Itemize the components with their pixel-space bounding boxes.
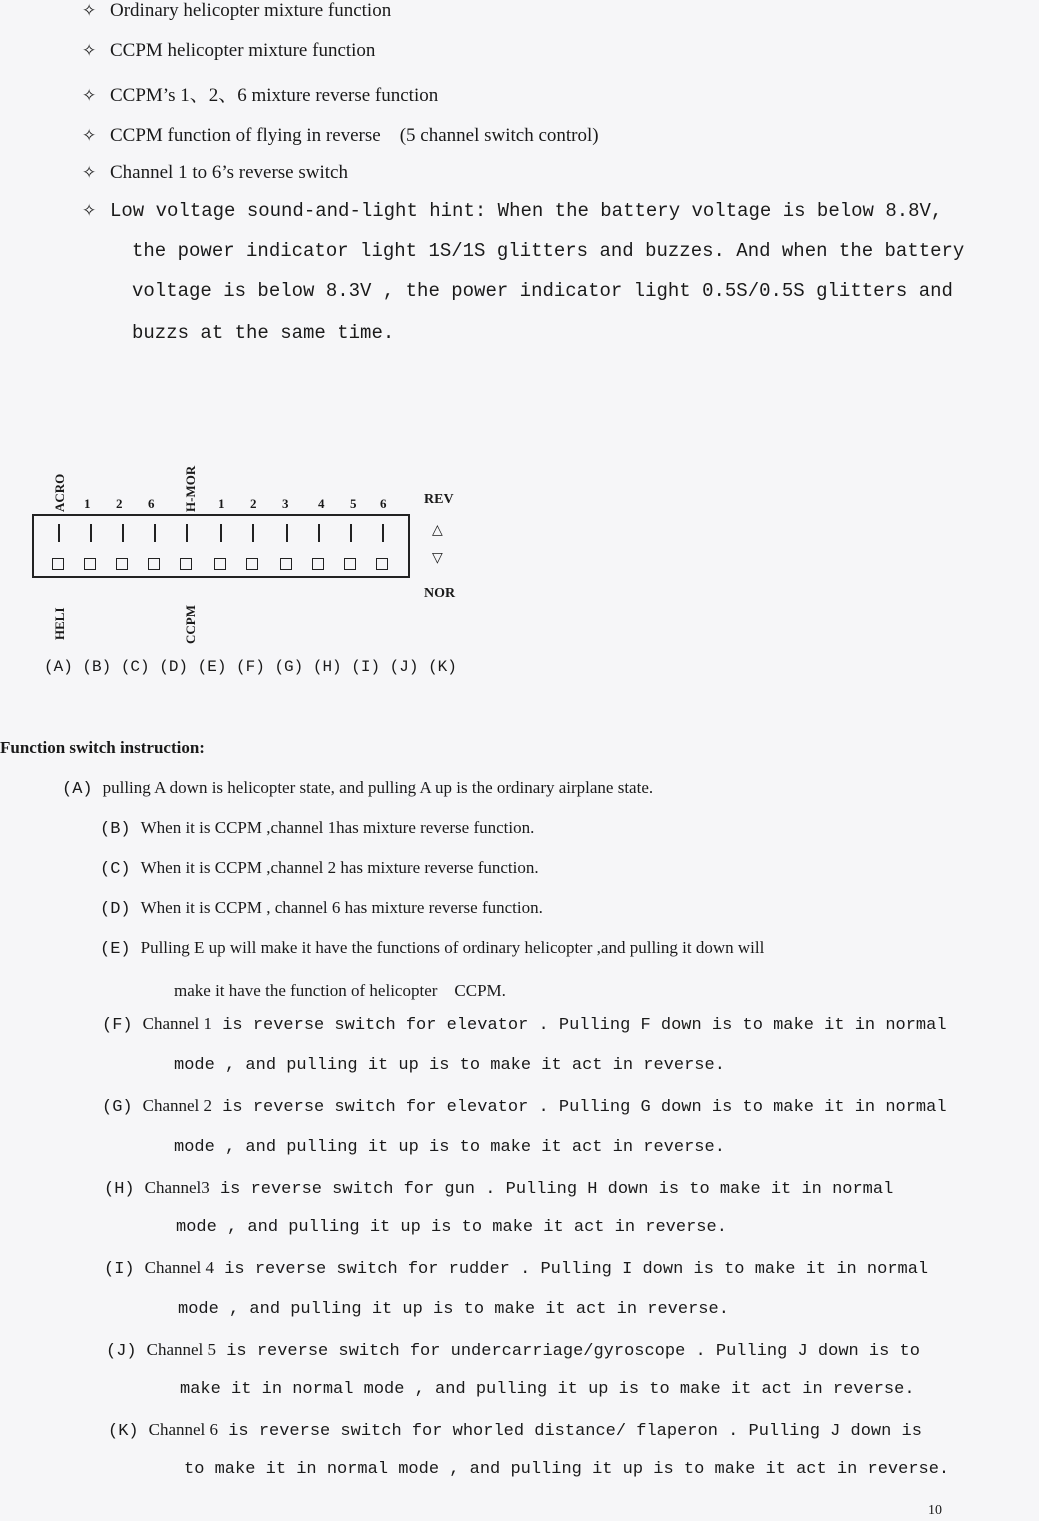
switch-lever[interactable] bbox=[90, 524, 92, 542]
diamond-bullet-icon: ✧ bbox=[82, 41, 97, 61]
item-text: is reverse switch for elevator . Pulling G down is to make it in normal bbox=[212, 1098, 947, 1117]
item-continuation: mode , and pulling it up is to make it act in reverse. bbox=[174, 1056, 725, 1075]
bullet-text: CCPM function of flying in reverse (5 channel switch control) bbox=[110, 125, 599, 146]
item-continuation: mode , and pulling it up is to make it act in reverse. bbox=[178, 1300, 729, 1319]
bullet-text: CCPM helicopter mixture function bbox=[110, 40, 376, 61]
item-lead: Channel3 bbox=[144, 1178, 210, 1197]
item-continuation: mode , and pulling it up is to make it act in reverse. bbox=[176, 1218, 727, 1237]
channel-number: 6 bbox=[380, 496, 387, 511]
item-text: is reverse switch for elevator . Pulling F down is to make it in normal bbox=[212, 1016, 947, 1035]
instruction-item bbox=[104, 1178, 893, 1199]
channel-number: 2 bbox=[116, 496, 123, 511]
item-tag: (I) bbox=[104, 1260, 135, 1279]
item-text: is reverse switch for gun . Pulling H down is to make it in normal bbox=[209, 1180, 894, 1199]
switch-lever[interactable] bbox=[122, 524, 124, 542]
instruction-item bbox=[102, 1096, 947, 1117]
bullet-text: Channel 1 to 6’s reverse switch bbox=[110, 162, 348, 183]
feature-bullet bbox=[82, 120, 599, 147]
switch-slot bbox=[344, 558, 356, 570]
up-arrow-icon: △ bbox=[432, 523, 443, 538]
channel-number: 1 bbox=[218, 496, 225, 511]
switch-slot bbox=[52, 558, 64, 570]
item-text: When it is CCPM ,channel 2 has mixture reverse function. bbox=[140, 858, 539, 877]
feature-bullet bbox=[82, 0, 391, 22]
channel-number: 6 bbox=[148, 496, 155, 511]
down-arrow-icon: ▽ bbox=[432, 551, 443, 566]
diamond-bullet-icon: ✧ bbox=[82, 126, 97, 146]
page-number: 10 bbox=[928, 1503, 942, 1518]
switch-slot bbox=[280, 558, 292, 570]
switch-lever[interactable] bbox=[318, 524, 320, 542]
feature-bullet bbox=[82, 200, 942, 222]
instruction-item bbox=[100, 818, 534, 839]
item-continuation: make it in normal mode , and pulling it up is to make it act in reverse. bbox=[180, 1380, 915, 1399]
switch-lever[interactable] bbox=[220, 524, 222, 542]
heli-label: HELI bbox=[52, 607, 67, 640]
item-tag: (D) bbox=[100, 900, 131, 919]
switch-lever[interactable] bbox=[58, 524, 60, 542]
acro-label: ACRO bbox=[52, 473, 67, 512]
item-continuation: make it have the function of helicopter CCPM. bbox=[174, 981, 506, 1000]
item-tag: (A) bbox=[62, 780, 93, 799]
switch-lever[interactable] bbox=[252, 524, 254, 542]
feature-bullet bbox=[82, 162, 348, 184]
item-lead: Channel 2 bbox=[142, 1096, 213, 1115]
item-continuation: to make it in normal mode , and pulling it up is to make it act in reverse. bbox=[184, 1460, 950, 1479]
item-text: When it is CCPM ,channel 1has mixture reverse function. bbox=[140, 818, 535, 837]
diamond-bullet-icon: ✧ bbox=[82, 86, 97, 106]
switch-letters: (A) (B) (C) (D) (E) (F) (G) (H) (I) (J) (K) bbox=[44, 658, 457, 676]
bullet-continuation: buzzs at the same time. bbox=[132, 322, 395, 344]
item-tag: (G) bbox=[102, 1098, 133, 1117]
instruction-item bbox=[102, 1014, 947, 1035]
switch-slot bbox=[214, 558, 226, 570]
feature-bullet bbox=[82, 80, 438, 107]
instruction-item bbox=[108, 1420, 922, 1441]
ccpm-label: CCPM bbox=[183, 605, 198, 644]
section-heading: Function switch instruction: bbox=[0, 738, 205, 757]
bullet-continuation: voltage is below 8.3V , the power indicator light 0.5S/0.5S glitters and bbox=[132, 280, 953, 302]
item-continuation: mode , and pulling it up is to make it act in reverse. bbox=[174, 1138, 725, 1157]
switch-lever[interactable] bbox=[286, 524, 288, 542]
instruction-item bbox=[104, 1258, 928, 1279]
switch-lever[interactable] bbox=[350, 524, 352, 542]
rev-label: REV bbox=[424, 492, 454, 507]
nor-label: NOR bbox=[424, 586, 456, 601]
switch-diagram bbox=[0, 440, 560, 700]
bullet-continuation: the power indicator light 1S/1S glitters and buzzes. And when the battery bbox=[132, 240, 965, 262]
instruction-item bbox=[100, 938, 764, 959]
item-tag: (H) bbox=[104, 1180, 135, 1199]
item-text: pulling A down is helicopter state, and pulling A up is the ordinary airplane state. bbox=[102, 778, 654, 797]
switch-slot bbox=[84, 558, 96, 570]
bullet-text: Ordinary helicopter mixture function bbox=[110, 0, 392, 21]
instruction-item bbox=[100, 858, 539, 879]
item-lead: Channel 1 bbox=[142, 1014, 213, 1033]
item-lead: Channel 5 bbox=[146, 1340, 217, 1359]
item-text: is reverse switch for undercarriage/gyroscope . Pulling J down is to bbox=[216, 1342, 920, 1361]
channel-number: 1 bbox=[84, 496, 91, 511]
item-text: is reverse switch for whorled distance/ flaperon . Pulling J down is bbox=[218, 1422, 922, 1441]
switch-lever[interactable] bbox=[154, 524, 156, 542]
bullet-text: Low voltage sound-and-light hint: When the battery voltage is below 8.8V, bbox=[110, 200, 943, 222]
hmor-label: H-MOR bbox=[183, 465, 198, 512]
feature-bullet bbox=[82, 40, 375, 62]
item-tag: (C) bbox=[100, 860, 131, 879]
switch-slot bbox=[148, 558, 160, 570]
switch-slot bbox=[246, 558, 258, 570]
channel-number: 5 bbox=[350, 496, 357, 511]
switch-slot bbox=[376, 558, 388, 570]
switch-slot bbox=[180, 558, 192, 570]
dip-switch-block bbox=[32, 514, 410, 578]
item-tag: (J) bbox=[106, 1342, 137, 1361]
diamond-bullet-icon: ✧ bbox=[82, 163, 97, 183]
item-tag: (K) bbox=[108, 1422, 139, 1441]
item-tag: (E) bbox=[100, 940, 131, 959]
instruction-item bbox=[106, 1340, 920, 1361]
item-tag: (F) bbox=[102, 1016, 133, 1035]
switch-slot bbox=[116, 558, 128, 570]
switch-lever[interactable] bbox=[382, 524, 384, 542]
channel-number: 2 bbox=[250, 496, 257, 511]
item-lead: Channel 4 bbox=[144, 1258, 215, 1277]
channel-number: 4 bbox=[318, 496, 325, 511]
item-tag: (B) bbox=[100, 820, 131, 839]
switch-slot bbox=[312, 558, 324, 570]
diamond-bullet-icon: ✧ bbox=[82, 201, 97, 221]
item-lead: Channel 6 bbox=[148, 1420, 219, 1439]
instruction-item bbox=[100, 898, 543, 919]
item-text: When it is CCPM , channel 6 has mixture reverse function. bbox=[140, 898, 543, 917]
item-text: Pulling E up will make it have the functions of ordinary helicopter ,and pulling it down will bbox=[140, 938, 765, 957]
switch-lever[interactable] bbox=[186, 524, 188, 542]
diamond-bullet-icon: ✧ bbox=[82, 1, 97, 21]
instruction-item bbox=[62, 778, 653, 799]
item-text: is reverse switch for rudder . Pulling I down is to make it in normal bbox=[214, 1260, 929, 1279]
bullet-text: CCPM’s 1、2、6 mixture reverse function bbox=[110, 85, 439, 106]
channel-number: 3 bbox=[282, 496, 289, 511]
